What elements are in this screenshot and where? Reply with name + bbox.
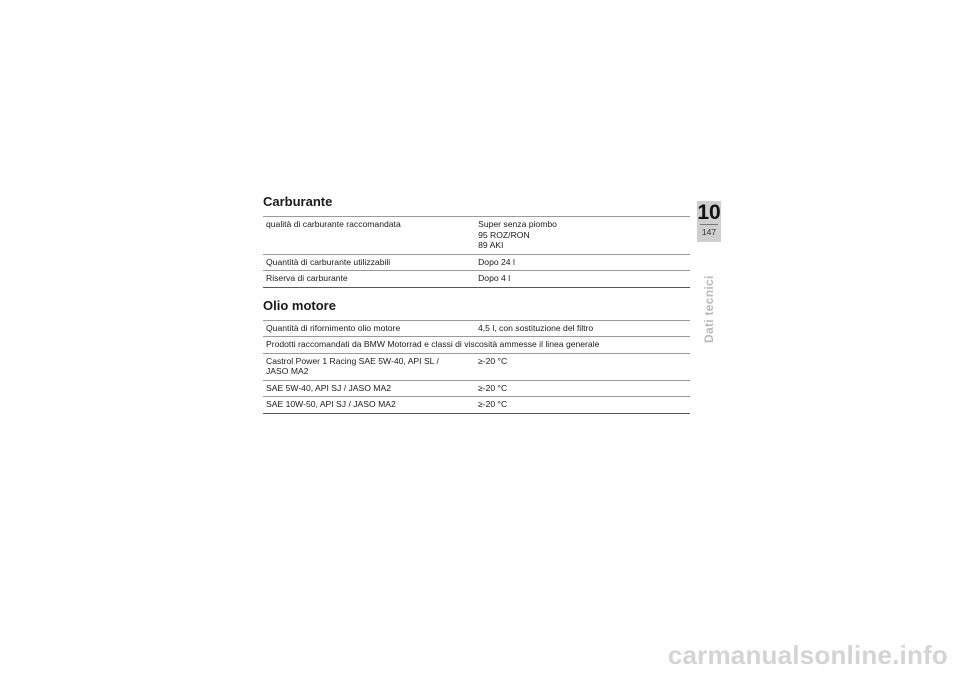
chapter-number: 10 — [697, 201, 721, 224]
label-line: Castrol Power 1 Racing SAE 5W-40, API SL / — [266, 355, 439, 366]
row-value: Dopo 4 l — [475, 271, 690, 288]
table-row — [263, 353, 690, 380]
row-label: SAE 10W-50, API SJ / JASO MA2 — [263, 397, 475, 414]
row-value: 4,5 l, con sostituzione del filtro — [475, 320, 690, 337]
row-value: Dopo 24 l — [475, 254, 690, 271]
watermark: carmanualsonline.info — [667, 640, 948, 670]
row-value — [475, 217, 690, 255]
row-label: SAE 5W-40, API SJ / JASO MA2 — [263, 380, 475, 397]
row-value: ≥-20 °C — [475, 397, 690, 414]
table-row — [263, 271, 690, 288]
value-line: 95 ROZ/RON — [478, 229, 530, 240]
section-title-engine-oil: Olio motore — [263, 297, 336, 313]
spec-content — [263, 194, 690, 414]
label-line: JASO MA2 — [266, 366, 309, 376]
value-line: 89 AKI — [478, 240, 504, 250]
page-number: 147 — [701, 227, 717, 237]
chapter-divider — [700, 224, 718, 225]
fuel-spec-table — [263, 216, 690, 288]
row-label — [263, 353, 475, 380]
row-label: Quantità di carburante utilizzabili — [263, 254, 475, 271]
table-row — [263, 337, 690, 354]
row-label: Quantità di rifornimento olio motore — [263, 320, 475, 337]
row-label: Riserva di carburante — [263, 271, 475, 288]
row-full-width-note: Prodotti raccomandati da BMW Motorrad e classi di viscosità ammesse il linea generale — [263, 337, 690, 354]
table-row — [263, 320, 690, 337]
row-label: qualità di carburante raccomandata — [263, 217, 475, 255]
table-row — [263, 397, 690, 414]
value-line: Super senza piombo — [478, 219, 557, 229]
section-title-fuel: Carburante — [263, 194, 333, 209]
row-value: ≥-20 °C — [475, 380, 690, 397]
chapter-title: Dati tecnici — [702, 275, 716, 343]
table-row — [263, 217, 690, 255]
table-row — [263, 254, 690, 271]
row-value: ≥-20 °C — [475, 353, 690, 380]
table-row — [263, 380, 690, 397]
chapter-tab — [697, 201, 721, 242]
engine-oil-spec-table — [263, 320, 690, 414]
